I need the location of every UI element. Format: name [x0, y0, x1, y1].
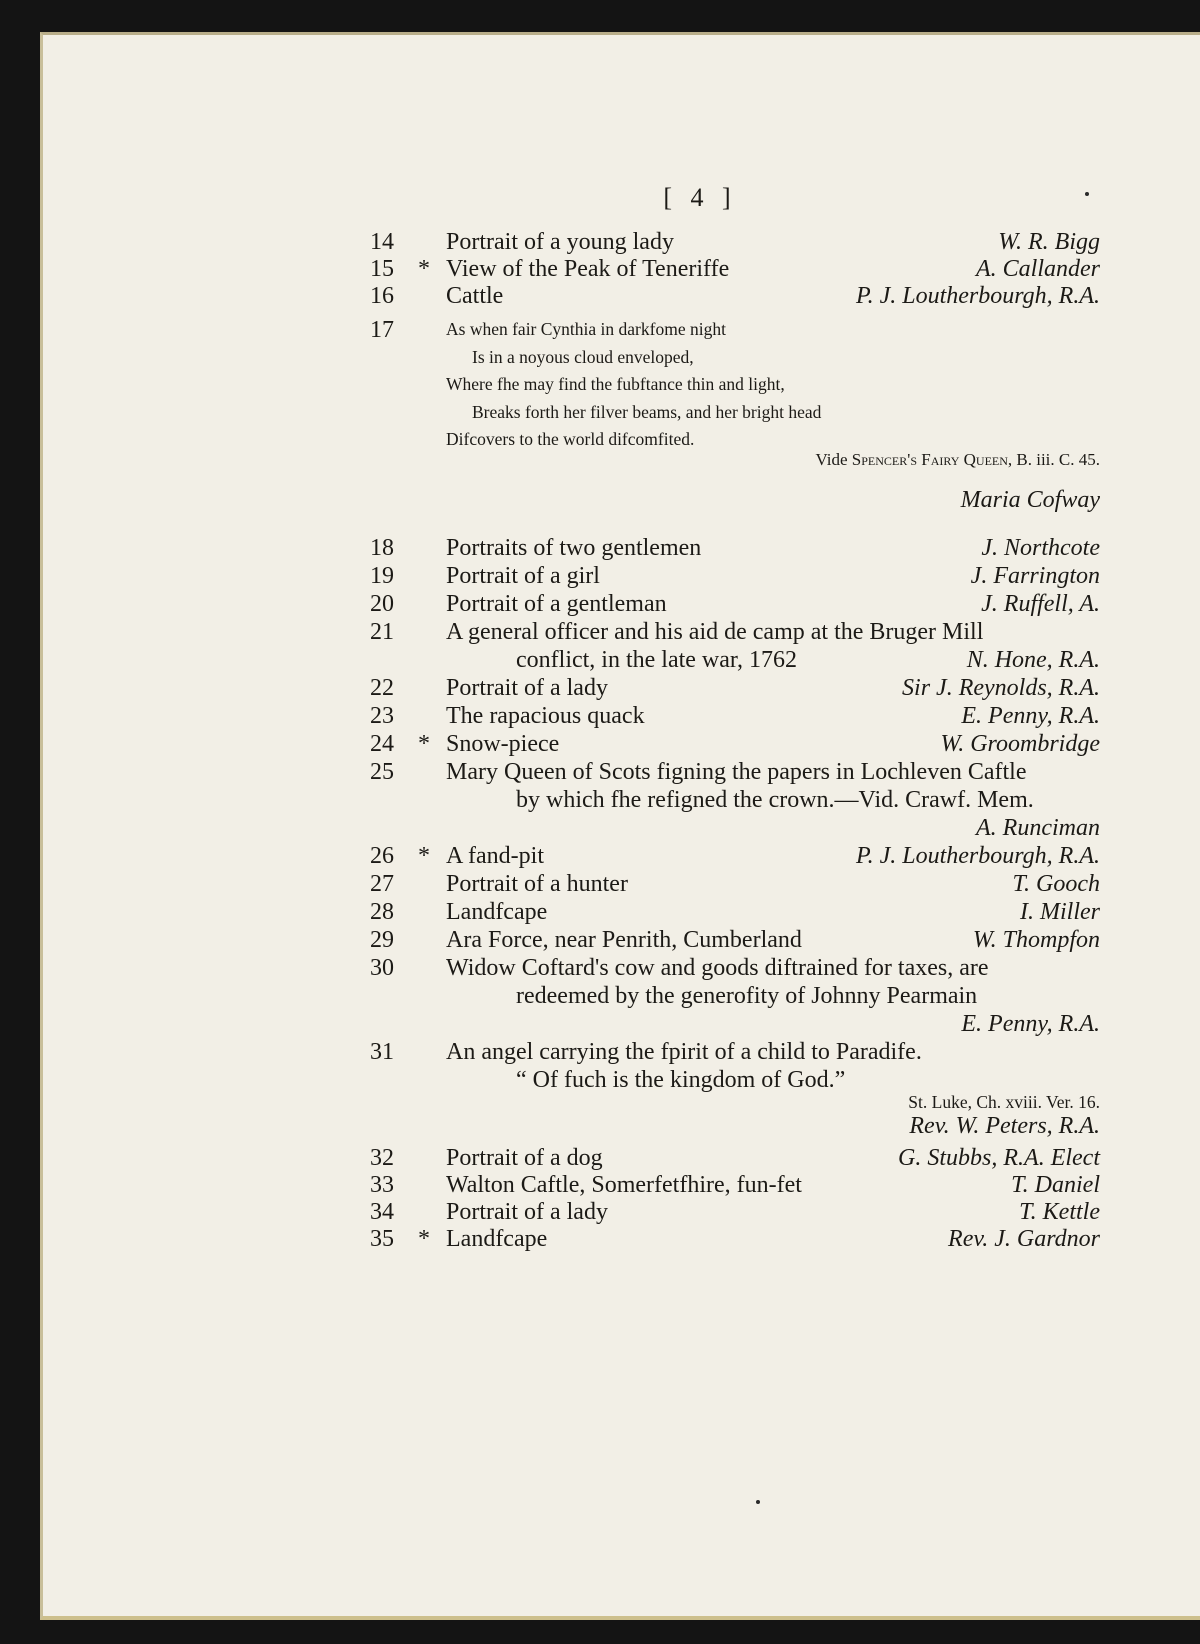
entry-number: 32 — [370, 1145, 394, 1171]
entry-number: 19 — [370, 563, 394, 589]
entry-title: The rapacious quack — [446, 703, 645, 729]
catalogue-entry — [370, 1010, 1100, 1038]
catalogue-entry — [370, 590, 1100, 618]
catalogue-entry — [370, 562, 1100, 590]
artist-name: W. Thompfon — [972, 927, 1100, 953]
catalogue-entry — [370, 702, 1100, 730]
entry-number: 33 — [370, 1172, 394, 1198]
page-number: [ 4 ] — [663, 183, 737, 212]
entry-number: 28 — [370, 899, 394, 925]
entry-title: A fand-pit — [446, 843, 544, 869]
entry-31-artist-row — [370, 1112, 1100, 1140]
entry-title: Mary Queen of Scots figning the papers in Lochleven Caftle — [446, 759, 1027, 785]
entry-number: 26 — [370, 843, 394, 869]
catalogue-entry — [370, 618, 1100, 646]
entry-title: Cattle — [446, 283, 504, 309]
artist-name: T. Kettle — [1019, 1199, 1100, 1225]
entry-title: Portrait of a lady — [446, 1199, 608, 1225]
entry-title: Portrait of a lady — [446, 675, 608, 701]
entry-title: A general officer and his aid de camp at the Bruger Mill — [446, 619, 984, 645]
entry-title: Landfcape — [446, 899, 548, 925]
catalogue-entry — [370, 1066, 1100, 1094]
artist-name: J. Ruffell, A. — [981, 591, 1100, 617]
catalogue-entry — [370, 1198, 1100, 1226]
catalogue-entry — [370, 842, 1100, 870]
entry-title: Portrait of a girl — [446, 563, 600, 589]
catalogue-entry — [370, 786, 1100, 814]
catalogue-entry — [370, 534, 1100, 562]
entry-number: 17 — [370, 317, 394, 343]
entry-number: 27 — [370, 871, 394, 897]
entry-31-reference: St. Luke, Ch. xviii. Ver. 16. — [908, 1092, 1100, 1112]
entry-number: 14 — [370, 229, 394, 255]
entry-number: 24 — [370, 731, 394, 757]
entry-title: by which fhe refigned the crown.—Vid. Crawf. Mem. — [516, 787, 1034, 813]
asterisk-marker: * — [418, 843, 430, 869]
catalogue-entry — [370, 255, 1100, 283]
artist-name: E. Penny, R.A. — [961, 1011, 1100, 1037]
entry-17-artist-row — [370, 486, 1100, 514]
catalogue-entry — [370, 674, 1100, 702]
artist-name: A. Callander — [976, 256, 1100, 282]
artist-name: Sir J. Reynolds, R.A. — [902, 675, 1100, 701]
artist-name: I. Miller — [1020, 899, 1100, 925]
entry-title: An angel carrying the fpirit of a child to Paradife. — [446, 1039, 922, 1065]
entry-number: 20 — [370, 591, 394, 617]
entry-number: 34 — [370, 1199, 394, 1225]
asterisk-marker: * — [418, 1226, 430, 1252]
entry-title: Ara Force, near Penrith, Cumberland — [446, 927, 802, 953]
verse-line: Breaks forth her filver beams, and her bright head — [472, 401, 822, 422]
artist-name: W. R. Bigg — [998, 229, 1100, 255]
entry-title: View of the Peak of Teneriffe — [446, 256, 730, 282]
artist-name: J. Farrington — [970, 563, 1100, 589]
catalogue-entry — [370, 1144, 1100, 1172]
entry-title: Landfcape — [446, 1226, 548, 1252]
catalogue-entry — [370, 898, 1100, 926]
artist-name: T. Gooch — [1012, 871, 1100, 897]
verse-line: As when fair Cynthia in darkfome night — [446, 319, 726, 339]
artist-name: Rev. W. Peters, R.A. — [909, 1113, 1100, 1139]
catalogue-entry — [370, 926, 1100, 954]
entry-title: conflict, in the late war, 1762 — [516, 647, 797, 673]
asterisk-marker: * — [418, 731, 430, 757]
entry-title: Portrait of a young lady — [446, 229, 674, 255]
entry-number: 25 — [370, 759, 394, 785]
catalogue-entry — [370, 282, 1100, 310]
catalogue-entry — [370, 758, 1100, 786]
artist-name: A. Runciman — [976, 815, 1100, 841]
artist-name: P. J. Loutherbourgh, R.A. — [856, 843, 1100, 869]
catalogue-entry — [370, 870, 1100, 898]
verse-line: Where fhe may find the fubftance thin and light, — [446, 374, 785, 394]
entry-title: Portraits of two gentlemen — [446, 535, 702, 561]
catalogue-entry — [370, 954, 1100, 982]
entry-number: 29 — [370, 927, 394, 953]
entry-number: 15 — [370, 256, 394, 282]
ink-speck — [1085, 192, 1089, 196]
catalogue-entry — [370, 982, 1100, 1010]
catalogue-entry — [370, 1171, 1100, 1199]
entry-title: Portrait of a hunter — [446, 871, 628, 897]
artist-name: J. Northcote — [981, 535, 1100, 561]
entry-number: 22 — [370, 675, 394, 701]
catalogue-entry — [370, 228, 1100, 256]
entry-number: 21 — [370, 619, 394, 645]
artist-name: N. Hone, R.A. — [966, 647, 1100, 673]
catalogue-entry — [370, 1038, 1100, 1066]
artist-name: Maria Cofway — [960, 487, 1100, 513]
entry-title: “ Of fuch is the kingdom of God.” — [516, 1067, 846, 1093]
entry-number: 35 — [370, 1226, 394, 1252]
artist-name: E. Penny, R.A. — [961, 703, 1100, 729]
catalogue-entry — [370, 814, 1100, 842]
entry-title: Portrait of a dog — [446, 1145, 603, 1171]
entry-number: 16 — [370, 283, 394, 309]
entry-title: Snow-piece — [446, 731, 560, 757]
ink-speck — [756, 1500, 760, 1504]
verse-line: Is in a noyous cloud enveloped, — [472, 346, 694, 367]
entry-number: 31 — [370, 1039, 394, 1065]
artist-name: W. Groombridge — [940, 731, 1100, 757]
artist-name: P. J. Loutherbourgh, R.A. — [856, 283, 1100, 309]
entry-title: redeemed by the generofity of Johnny Pearmain — [516, 983, 978, 1009]
entry-number: 18 — [370, 535, 394, 561]
verse-line: Difcovers to the world difcomfited. — [446, 429, 695, 449]
entry-number: 23 — [370, 703, 394, 729]
entry-title: Portrait of a gentleman — [446, 591, 667, 617]
artist-name: Rev. J. Gardnor — [948, 1226, 1100, 1252]
catalogue-entry — [370, 1225, 1100, 1253]
entry-title: Walton Caftle, Somerfetfhire, fun-fet — [446, 1172, 802, 1198]
artist-name: T. Daniel — [1011, 1172, 1100, 1198]
verse-reference: Vide Spencer's Fairy Queen, B. iii. C. 45. — [815, 450, 1100, 469]
artist-name: G. Stubbs, R.A. Elect — [898, 1145, 1100, 1171]
entry-title: Widow Coftard's cow and goods diftrained for taxes, are — [446, 955, 989, 981]
catalogue-entry — [370, 646, 1100, 674]
catalogue-entry — [370, 730, 1100, 758]
asterisk-marker: * — [418, 256, 430, 282]
entry-number: 30 — [370, 955, 394, 981]
